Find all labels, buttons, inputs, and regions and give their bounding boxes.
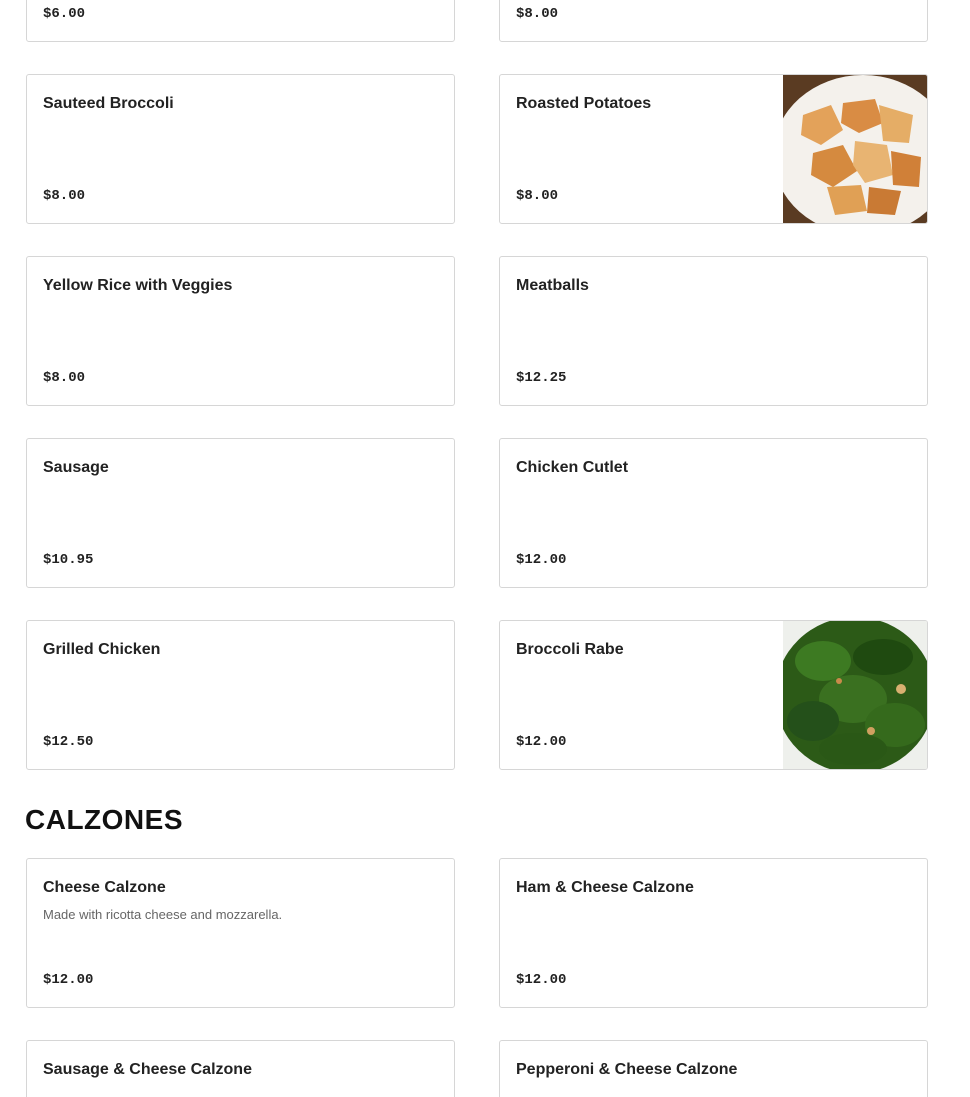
menu-item-card[interactable] [499, 256, 928, 406]
menu-item-card[interactable] [499, 858, 928, 1008]
item-name: Chicken Cutlet [516, 459, 629, 476]
menu-item-card[interactable] [499, 74, 928, 224]
item-price: $12.00 [516, 552, 567, 568]
item-name: Grilled Chicken [43, 641, 161, 658]
menu-item-card[interactable] [26, 620, 455, 770]
item-name: Roasted Potatoes [516, 95, 652, 112]
menu-item-card[interactable] [26, 74, 455, 224]
item-price: $12.50 [43, 734, 94, 750]
item-name: Sausage [43, 459, 109, 476]
item-price: $8.00 [516, 188, 559, 204]
item-name: Yellow Rice with Veggies [43, 277, 233, 294]
menu-item-card[interactable] [26, 438, 455, 588]
broccoli-rabe-photo [783, 621, 927, 769]
item-price: $12.00 [43, 972, 94, 988]
menu-item-card[interactable] [26, 0, 455, 42]
item-name: Cheese Calzone [43, 879, 166, 896]
item-name: Pepperoni & Cheese Calzone [516, 1061, 738, 1078]
menu-item-card[interactable] [499, 620, 928, 770]
item-price: $8.00 [516, 6, 559, 22]
menu-item-card[interactable] [26, 256, 455, 406]
item-price: $12.25 [516, 370, 567, 386]
menu-item-card[interactable] [499, 0, 928, 42]
item-price: $8.00 [43, 188, 86, 204]
sides-partial-grid [26, 0, 928, 42]
roasted-potatoes-photo [783, 75, 927, 223]
item-name: Broccoli Rabe [516, 641, 624, 658]
menu-item-card[interactable] [499, 438, 928, 588]
menu-item-card[interactable] [26, 858, 455, 1008]
section-title-calzones: CALZONES [25, 804, 183, 835]
item-name: Sauteed Broccoli [43, 95, 174, 112]
menu-item-card[interactable] [26, 1040, 455, 1097]
item-name: Sausage & Cheese Calzone [43, 1061, 252, 1078]
calzones-grid [26, 858, 928, 1097]
sides-grid [26, 74, 928, 770]
item-price: $12.00 [516, 972, 567, 988]
item-name: Meatballs [516, 277, 589, 294]
item-price: $12.00 [516, 734, 567, 750]
item-description: Made with ricotta cheese and mozzarella. [43, 907, 283, 922]
item-price: $8.00 [43, 370, 86, 386]
item-name: Ham & Cheese Calzone [516, 879, 694, 896]
item-price: $6.00 [43, 6, 86, 22]
item-price: $10.95 [43, 552, 94, 568]
menu-item-card[interactable] [499, 1040, 928, 1097]
